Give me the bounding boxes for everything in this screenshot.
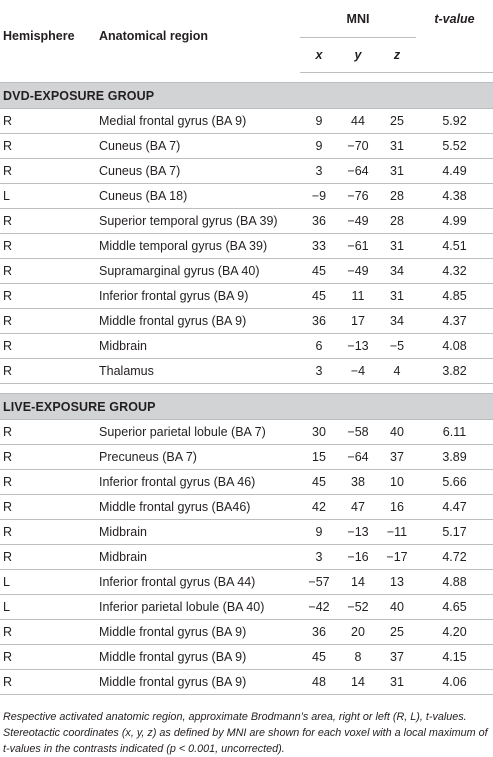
t-value-cell: 4.32 xyxy=(416,259,493,284)
header-t-value: t-value xyxy=(434,11,475,26)
z-cell: 13 xyxy=(378,570,416,595)
t-value-cell: 4.38 xyxy=(416,184,493,209)
table-row xyxy=(0,620,493,645)
table-row xyxy=(0,184,493,209)
y-cell: 8 xyxy=(338,645,378,670)
t-value-cell: 6.11 xyxy=(416,420,493,445)
y-cell: −49 xyxy=(338,209,378,234)
z-cell: 34 xyxy=(378,309,416,334)
t-value-cell: 4.37 xyxy=(416,309,493,334)
group-label: LIVE-EXPOSURE GROUP xyxy=(0,394,493,420)
t-value-cell: 4.15 xyxy=(416,645,493,670)
x-cell: 45 xyxy=(300,259,338,284)
spacer-cell xyxy=(0,384,493,394)
spacer-cell xyxy=(0,73,493,83)
region-cell: Midbrain xyxy=(95,545,300,570)
x-cell: 6 xyxy=(300,334,338,359)
z-cell: 28 xyxy=(378,209,416,234)
y-cell: 14 xyxy=(338,570,378,595)
x-cell: 9 xyxy=(300,520,338,545)
x-cell: 15 xyxy=(300,445,338,470)
table-row xyxy=(0,420,493,445)
t-value-cell: 5.92 xyxy=(416,109,493,134)
table-row xyxy=(0,159,493,184)
table-row xyxy=(0,545,493,570)
region-cell: Cuneus (BA 7) xyxy=(95,134,300,159)
x-cell: 9 xyxy=(300,109,338,134)
z-cell: 31 xyxy=(378,159,416,184)
y-cell: −64 xyxy=(338,445,378,470)
region-cell: Supramarginal gyrus (BA 40) xyxy=(95,259,300,284)
z-cell: −11 xyxy=(378,520,416,545)
hemisphere-cell: R xyxy=(0,309,95,334)
y-cell: 44 xyxy=(338,109,378,134)
hemisphere-cell: R xyxy=(0,134,95,159)
x-cell: 3 xyxy=(300,359,338,384)
table-row xyxy=(0,445,493,470)
region-cell: Thalamus xyxy=(95,359,300,384)
y-cell: 11 xyxy=(338,284,378,309)
hemisphere-cell: R xyxy=(0,359,95,384)
hemisphere-cell: R xyxy=(0,520,95,545)
region-cell: Inferior frontal gyrus (BA 9) xyxy=(95,284,300,309)
z-cell: 37 xyxy=(378,445,416,470)
x-cell: −9 xyxy=(300,184,338,209)
x-cell: 45 xyxy=(300,470,338,495)
z-cell: −17 xyxy=(378,545,416,570)
region-cell: Middle frontal gyrus (BA 9) xyxy=(95,645,300,670)
region-cell: Inferior parietal lobule (BA 40) xyxy=(95,595,300,620)
hemisphere-cell: R xyxy=(0,470,95,495)
region-cell: Midbrain xyxy=(95,334,300,359)
hemisphere-cell: R xyxy=(0,645,95,670)
region-cell: Middle frontal gyrus (BA46) xyxy=(95,495,300,520)
region-cell: Inferior frontal gyrus (BA 44) xyxy=(95,570,300,595)
z-cell: 40 xyxy=(378,420,416,445)
header-y: y xyxy=(338,38,378,73)
y-cell: −52 xyxy=(338,595,378,620)
z-cell: 31 xyxy=(378,134,416,159)
t-value-cell: 3.82 xyxy=(416,359,493,384)
z-cell: 31 xyxy=(378,234,416,259)
group-header-row xyxy=(0,83,493,109)
hemisphere-cell: R xyxy=(0,209,95,234)
header-z: z xyxy=(378,38,416,73)
x-cell: 9 xyxy=(300,134,338,159)
table-row xyxy=(0,470,493,495)
x-cell: 45 xyxy=(300,284,338,309)
table-row xyxy=(0,209,493,234)
t-value-cell: 4.47 xyxy=(416,495,493,520)
x-cell: 3 xyxy=(300,545,338,570)
region-cell: Precuneus (BA 7) xyxy=(95,445,300,470)
x-cell: 36 xyxy=(300,309,338,334)
y-cell: −61 xyxy=(338,234,378,259)
table-row xyxy=(0,645,493,670)
y-cell: −4 xyxy=(338,359,378,384)
hemisphere-cell: R xyxy=(0,259,95,284)
y-cell: −13 xyxy=(338,520,378,545)
z-cell: 34 xyxy=(378,259,416,284)
t-value-cell: 4.72 xyxy=(416,545,493,570)
header-x: x xyxy=(300,38,338,73)
table-row xyxy=(0,334,493,359)
x-cell: 3 xyxy=(300,159,338,184)
hemisphere-cell: R xyxy=(0,445,95,470)
hemisphere-cell: R xyxy=(0,109,95,134)
hemisphere-cell: L xyxy=(0,570,95,595)
hemisphere-cell: R xyxy=(0,620,95,645)
region-cell: Medial frontal gyrus (BA 9) xyxy=(95,109,300,134)
t-value-cell: 5.52 xyxy=(416,134,493,159)
x-cell: −42 xyxy=(300,595,338,620)
hemisphere-cell: R xyxy=(0,495,95,520)
z-cell: 16 xyxy=(378,495,416,520)
t-value-cell: 3.89 xyxy=(416,445,493,470)
x-cell: 36 xyxy=(300,209,338,234)
table-row xyxy=(0,495,493,520)
t-value-cell: 4.08 xyxy=(416,334,493,359)
y-cell: −16 xyxy=(338,545,378,570)
region-cell: Midbrain xyxy=(95,520,300,545)
region-cell: Superior temporal gyrus (BA 39) xyxy=(95,209,300,234)
y-cell: −49 xyxy=(338,259,378,284)
region-cell: Middle frontal gyrus (BA 9) xyxy=(95,670,300,695)
t-value-cell: 4.99 xyxy=(416,209,493,234)
table-row xyxy=(0,595,493,620)
table-row xyxy=(0,234,493,259)
t-value-cell: 4.49 xyxy=(416,159,493,184)
header-t-value-blank xyxy=(416,38,493,73)
table-row xyxy=(0,520,493,545)
hemisphere-cell: R xyxy=(0,420,95,445)
x-cell: 36 xyxy=(300,620,338,645)
t-value-cell: 4.20 xyxy=(416,620,493,645)
x-cell: 48 xyxy=(300,670,338,695)
header-anatomical-region: Anatomical region xyxy=(99,29,209,44)
region-cell: Cuneus (BA 18) xyxy=(95,184,300,209)
table-row xyxy=(0,570,493,595)
hemisphere-cell: R xyxy=(0,334,95,359)
z-cell: 10 xyxy=(378,470,416,495)
x-cell: −57 xyxy=(300,570,338,595)
y-cell: −64 xyxy=(338,159,378,184)
x-cell: 33 xyxy=(300,234,338,259)
y-cell: −13 xyxy=(338,334,378,359)
table-footnote: Respective activated anatomic region, approximate Brodmann’s area, right or left (R, L), t-values. Stereotactic coordinates (x, y, z) as defined by MNI are shown for each voxel with a local maximum of t-values in the contrasts indicated (p < 0.001, uncorrected). xyxy=(3,711,488,755)
table-row xyxy=(0,670,493,695)
hemisphere-cell: R xyxy=(0,545,95,570)
table-body xyxy=(0,73,493,695)
t-value-cell: 4.65 xyxy=(416,595,493,620)
group-header-row xyxy=(0,394,493,420)
region-cell: Middle frontal gyrus (BA 9) xyxy=(95,620,300,645)
table-row xyxy=(0,109,493,134)
hemisphere-cell: R xyxy=(0,284,95,309)
y-cell: 38 xyxy=(338,470,378,495)
group-spacer xyxy=(0,73,493,83)
region-cell: Middle temporal gyrus (BA 39) xyxy=(95,234,300,259)
region-cell: Cuneus (BA 7) xyxy=(95,159,300,184)
y-cell: 47 xyxy=(338,495,378,520)
group-spacer xyxy=(0,384,493,394)
y-cell: −76 xyxy=(338,184,378,209)
region-cell: Superior parietal lobule (BA 7) xyxy=(95,420,300,445)
z-cell: 25 xyxy=(378,620,416,645)
t-value-cell: 4.88 xyxy=(416,570,493,595)
header-hemisphere: Hemisphere xyxy=(3,29,75,44)
t-value-cell: 5.17 xyxy=(416,520,493,545)
table-row xyxy=(0,359,493,384)
region-cell: Inferior frontal gyrus (BA 46) xyxy=(95,470,300,495)
y-cell: 20 xyxy=(338,620,378,645)
t-value-cell: 4.85 xyxy=(416,284,493,309)
hemisphere-cell: L xyxy=(0,184,95,209)
t-value-cell: 5.66 xyxy=(416,470,493,495)
x-cell: 42 xyxy=(300,495,338,520)
group-label: DVD-EXPOSURE GROUP xyxy=(0,83,493,109)
region-cell: Middle frontal gyrus (BA 9) xyxy=(95,309,300,334)
y-cell: −70 xyxy=(338,134,378,159)
z-cell: 37 xyxy=(378,645,416,670)
z-cell: 25 xyxy=(378,109,416,134)
hemisphere-cell: R xyxy=(0,234,95,259)
header-mni: MNI xyxy=(300,0,416,38)
z-cell: 31 xyxy=(378,670,416,695)
table-header xyxy=(0,0,493,73)
hemisphere-cell: R xyxy=(0,159,95,184)
t-value-cell: 4.06 xyxy=(416,670,493,695)
y-cell: 14 xyxy=(338,670,378,695)
x-cell: 30 xyxy=(300,420,338,445)
z-cell: 4 xyxy=(378,359,416,384)
t-value-cell: 4.51 xyxy=(416,234,493,259)
hemisphere-cell: L xyxy=(0,595,95,620)
x-cell: 45 xyxy=(300,645,338,670)
y-cell: 17 xyxy=(338,309,378,334)
table-row xyxy=(0,309,493,334)
z-cell: 31 xyxy=(378,284,416,309)
table-row xyxy=(0,259,493,284)
y-cell: −58 xyxy=(338,420,378,445)
z-cell: 28 xyxy=(378,184,416,209)
table-row xyxy=(0,284,493,309)
hemisphere-cell: R xyxy=(0,670,95,695)
z-cell: 40 xyxy=(378,595,416,620)
table-row xyxy=(0,134,493,159)
z-cell: −5 xyxy=(378,334,416,359)
